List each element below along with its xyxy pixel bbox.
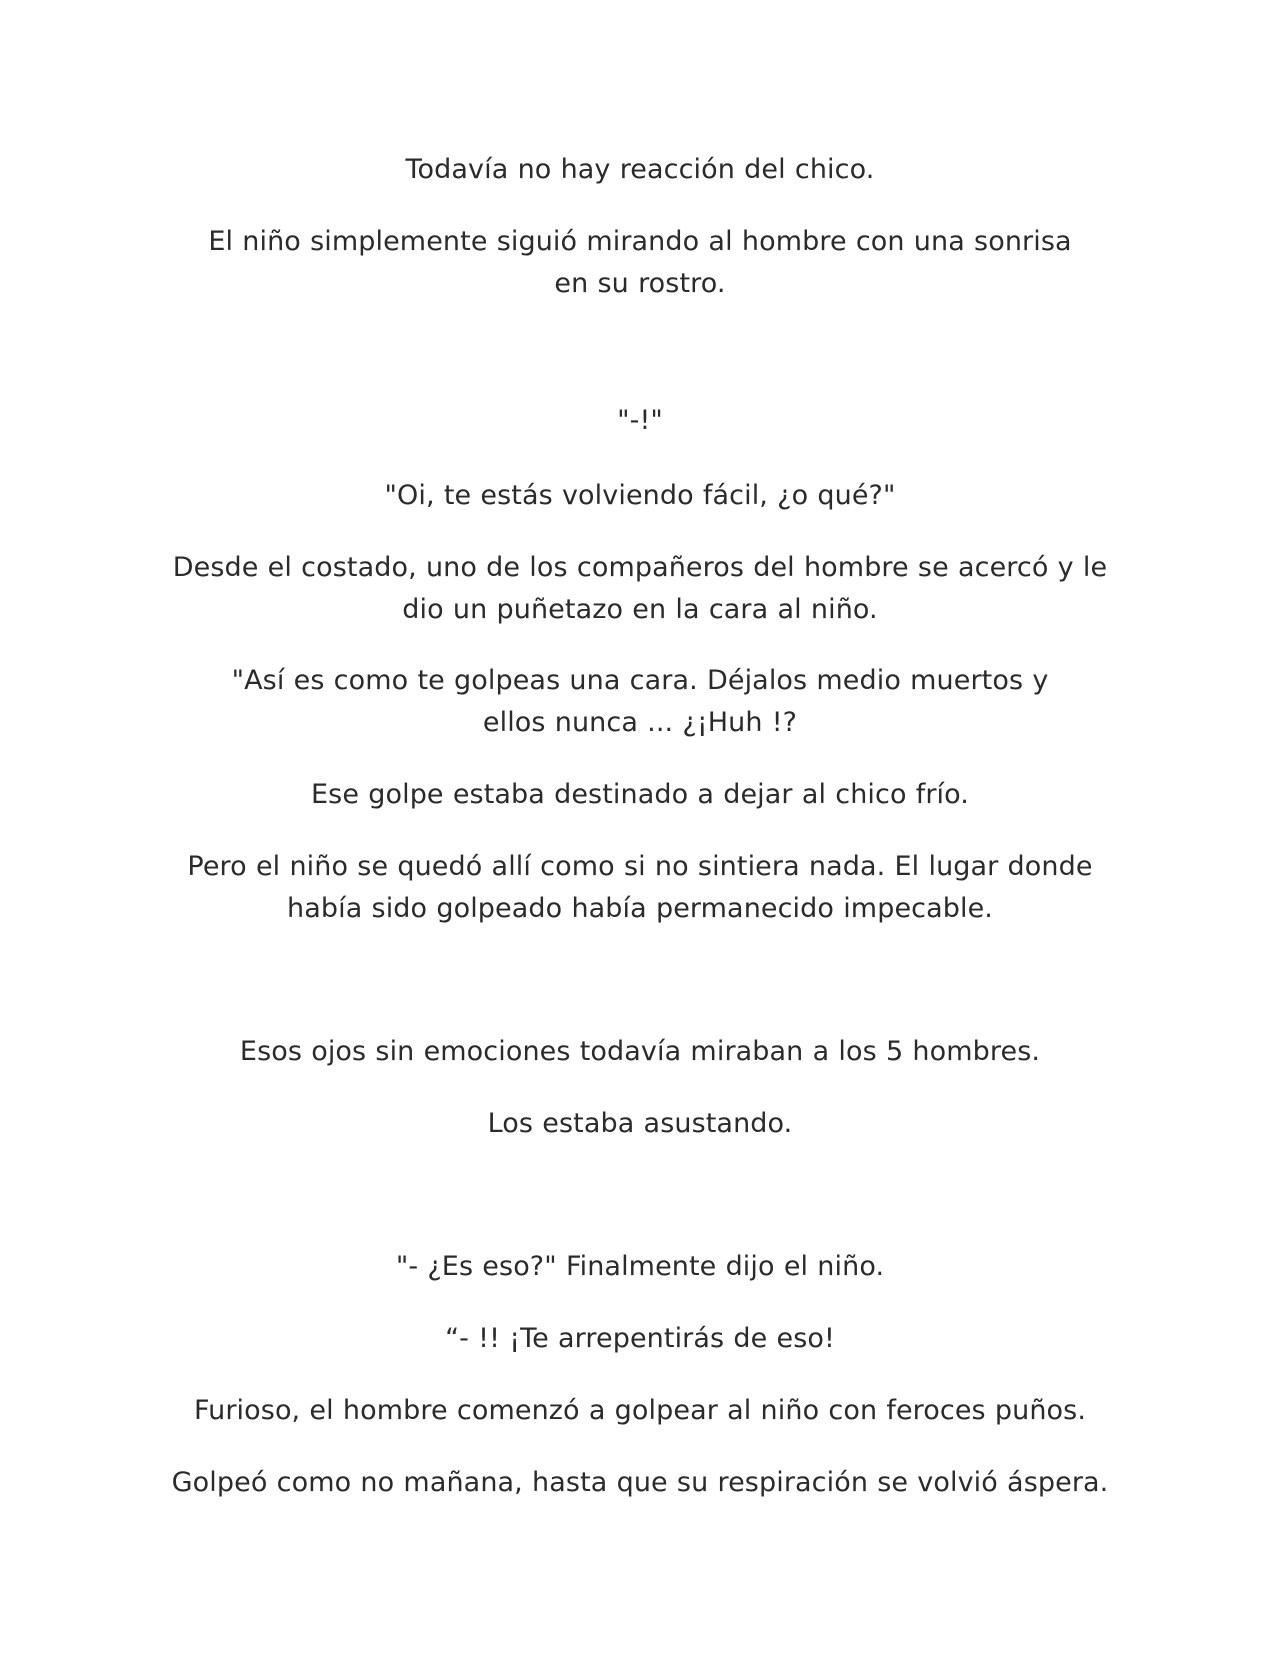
paragraph: El niño simplemente siguió mirando al hombre con una sonrisa en su rostro. (208, 226, 1072, 299)
paragraph: Furioso, el hombre comenzó a golpear al niño con feroces puños. (193, 1395, 1087, 1426)
paragraph: “- !! ¡Te arrepentirás de eso! (445, 1323, 835, 1354)
paragraph: Esos ojos sin emociones todavía miraban a los 5 hombres. (239, 1036, 1041, 1067)
paragraph: Golpeó como no mañana, hasta que su respiración se volvió áspera. (171, 1467, 1109, 1498)
paragraph: Ese golpe estaba destinado a dejar al chico frío. (311, 779, 969, 810)
paragraph: Los estaba asustando. (487, 1108, 793, 1139)
paragraph: Desde el costado, uno de los compañeros del hombre se acercó y le dio un puñetazo en la cara al niño. (172, 552, 1108, 625)
paragraph: Todavía no hay reacción del chico. (405, 154, 875, 185)
paragraph: "Oi, te estás volviendo fácil, ¿o qué?" (384, 480, 896, 511)
paragraph: "- ¿Es eso?" Finalmente dijo el niño. (395, 1251, 885, 1282)
paragraph: "Así es como te golpeas una cara. Déjalos medio muertos y ellos nunca ... ¿¡Huh !? (231, 665, 1049, 738)
paragraph: "-!" (617, 405, 663, 436)
paragraph: Pero el niño se quedó allí como si no sintiera nada. El lugar donde había sido golpeado había permanecido impecable. (187, 851, 1093, 924)
